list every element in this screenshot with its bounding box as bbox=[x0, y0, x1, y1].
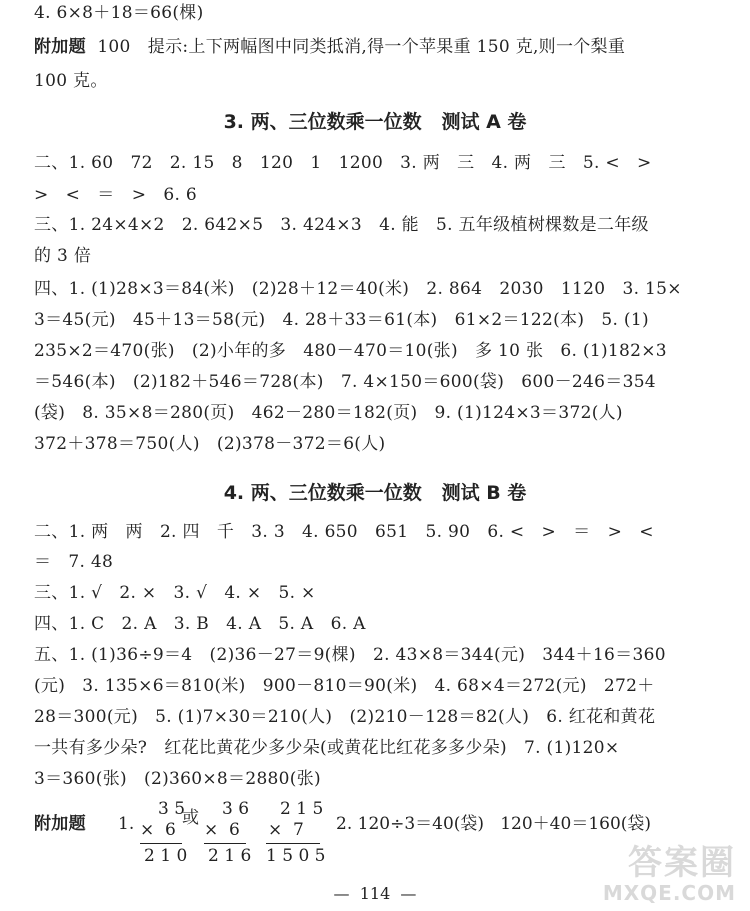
section-title-b: 4. 两、三位数乘一位数 测试 B 卷 bbox=[223, 482, 527, 504]
text-line: 三、1. 24×4×2 2. 642×5 3. 424×3 4. 能 5. 五年级植树棵数是二年级 bbox=[34, 215, 649, 235]
text-line: 二、1. 60 72 2. 15 8 120 1 1200 3. 两 三 4. 两 三 5. < > bbox=[34, 153, 652, 173]
watermark-url: MXQE.COM bbox=[602, 881, 736, 905]
page-number: — 114 — bbox=[333, 884, 417, 903]
text-line: > < ＝ > 6. 6 bbox=[34, 185, 198, 205]
watermark bbox=[603, 845, 736, 905]
calc3-mid: × 7 bbox=[268, 820, 304, 840]
text-line: (元) 3. 135×6＝810(米) 900－810＝90(米) 4. 68×4＝272(元) 272＋ bbox=[34, 676, 655, 696]
watermark-logo-text: 答案圈 bbox=[628, 843, 736, 883]
calc2-rule bbox=[204, 843, 246, 844]
fujia-label: 附加题 bbox=[34, 37, 86, 57]
text-line: 3＝45(元) 45＋13＝58(元) 4. 28＋33＝61(本) 61×2＝122(本) 5. (1) bbox=[34, 310, 649, 330]
text-line: 4. 6×8＋18＝66(棵) bbox=[34, 3, 204, 23]
text-line: 三、1. √ 2. × 3. √ 4. × 5. × bbox=[34, 583, 316, 603]
text-line: 五、1. (1)36÷9＝4 (2)36－27＝9(棵) 2. 43×8＝344(元) 344＋16＝360 bbox=[34, 645, 666, 665]
fujia2-label: 附加题 bbox=[34, 814, 86, 834]
fujia2-text: 2. 120÷3＝40(袋) 120＋40＝160(袋) bbox=[336, 814, 652, 834]
calc1-rule bbox=[140, 843, 182, 844]
text-line bbox=[34, 36, 625, 58]
fujia-text: 100 提示:上下两幅图中同类抵消,得一个苹果重 150 克,则一个梨重 bbox=[85, 37, 626, 57]
text-line: 四、1. (1)28×3＝84(米) (2)28＋12＝40(米) 2. 864 2030 1120 3. 15× bbox=[34, 279, 682, 299]
calc2-mid: × 6 bbox=[204, 820, 240, 840]
text-line: (袋) 8. 35×8＝280(页) 462－280＝182(页) 9. (1)124×3＝372(人) bbox=[34, 403, 623, 423]
fujia2-num: 1. bbox=[118, 814, 135, 834]
calc3-res: 1 5 0 5 bbox=[266, 846, 326, 866]
text-line: ＝546(本) (2)182＋546＝728(本) 7. 4×150＝600(袋) 600－246＝354 bbox=[34, 372, 656, 392]
text-line: ＝ 7. 48 bbox=[34, 552, 114, 572]
text-line: 235×2＝470(张) (2)小年的多 480－470＝10(张) 多 10 张 6. (1)182×3 bbox=[34, 341, 667, 361]
section-title-a: 3. 两、三位数乘一位数 测试 A 卷 bbox=[223, 111, 527, 133]
text-line: 二、1. 两 两 2. 四 千 3. 3 4. 650 651 5. 90 6. < > ＝ > < bbox=[34, 522, 654, 542]
text-line: 372＋378＝750(人) (2)378－372＝6(人) bbox=[34, 434, 386, 454]
text-line: 3＝360(张) (2)360×8＝2880(张) bbox=[34, 769, 321, 789]
or-text: 或 bbox=[182, 808, 199, 828]
text-line: 28＝300(元) 5. (1)7×30＝210(人) (2)210－128＝82(人) 6. 红花和黄花 bbox=[34, 707, 656, 727]
calc1-res: 2 1 0 bbox=[144, 846, 188, 866]
text-line: 的 3 倍 bbox=[34, 246, 92, 266]
calc2-top: 3 6 bbox=[222, 799, 250, 819]
text-line: 四、1. C 2. A 3. B 4. A 5. A 6. A bbox=[34, 614, 366, 634]
text-line: 100 克。 bbox=[34, 71, 108, 91]
calc1-top: 3 5 bbox=[158, 799, 186, 819]
calc1-mid: × 6 bbox=[140, 820, 176, 840]
calc3-top: 2 1 5 bbox=[280, 799, 324, 819]
calc3-rule bbox=[266, 843, 320, 844]
text-line: 一共有多少朵? 红花比黄花少多少朵(或黄花比红花多多少朵) 7. (1)120× bbox=[34, 738, 620, 758]
calc2-res: 2 1 6 bbox=[208, 846, 252, 866]
